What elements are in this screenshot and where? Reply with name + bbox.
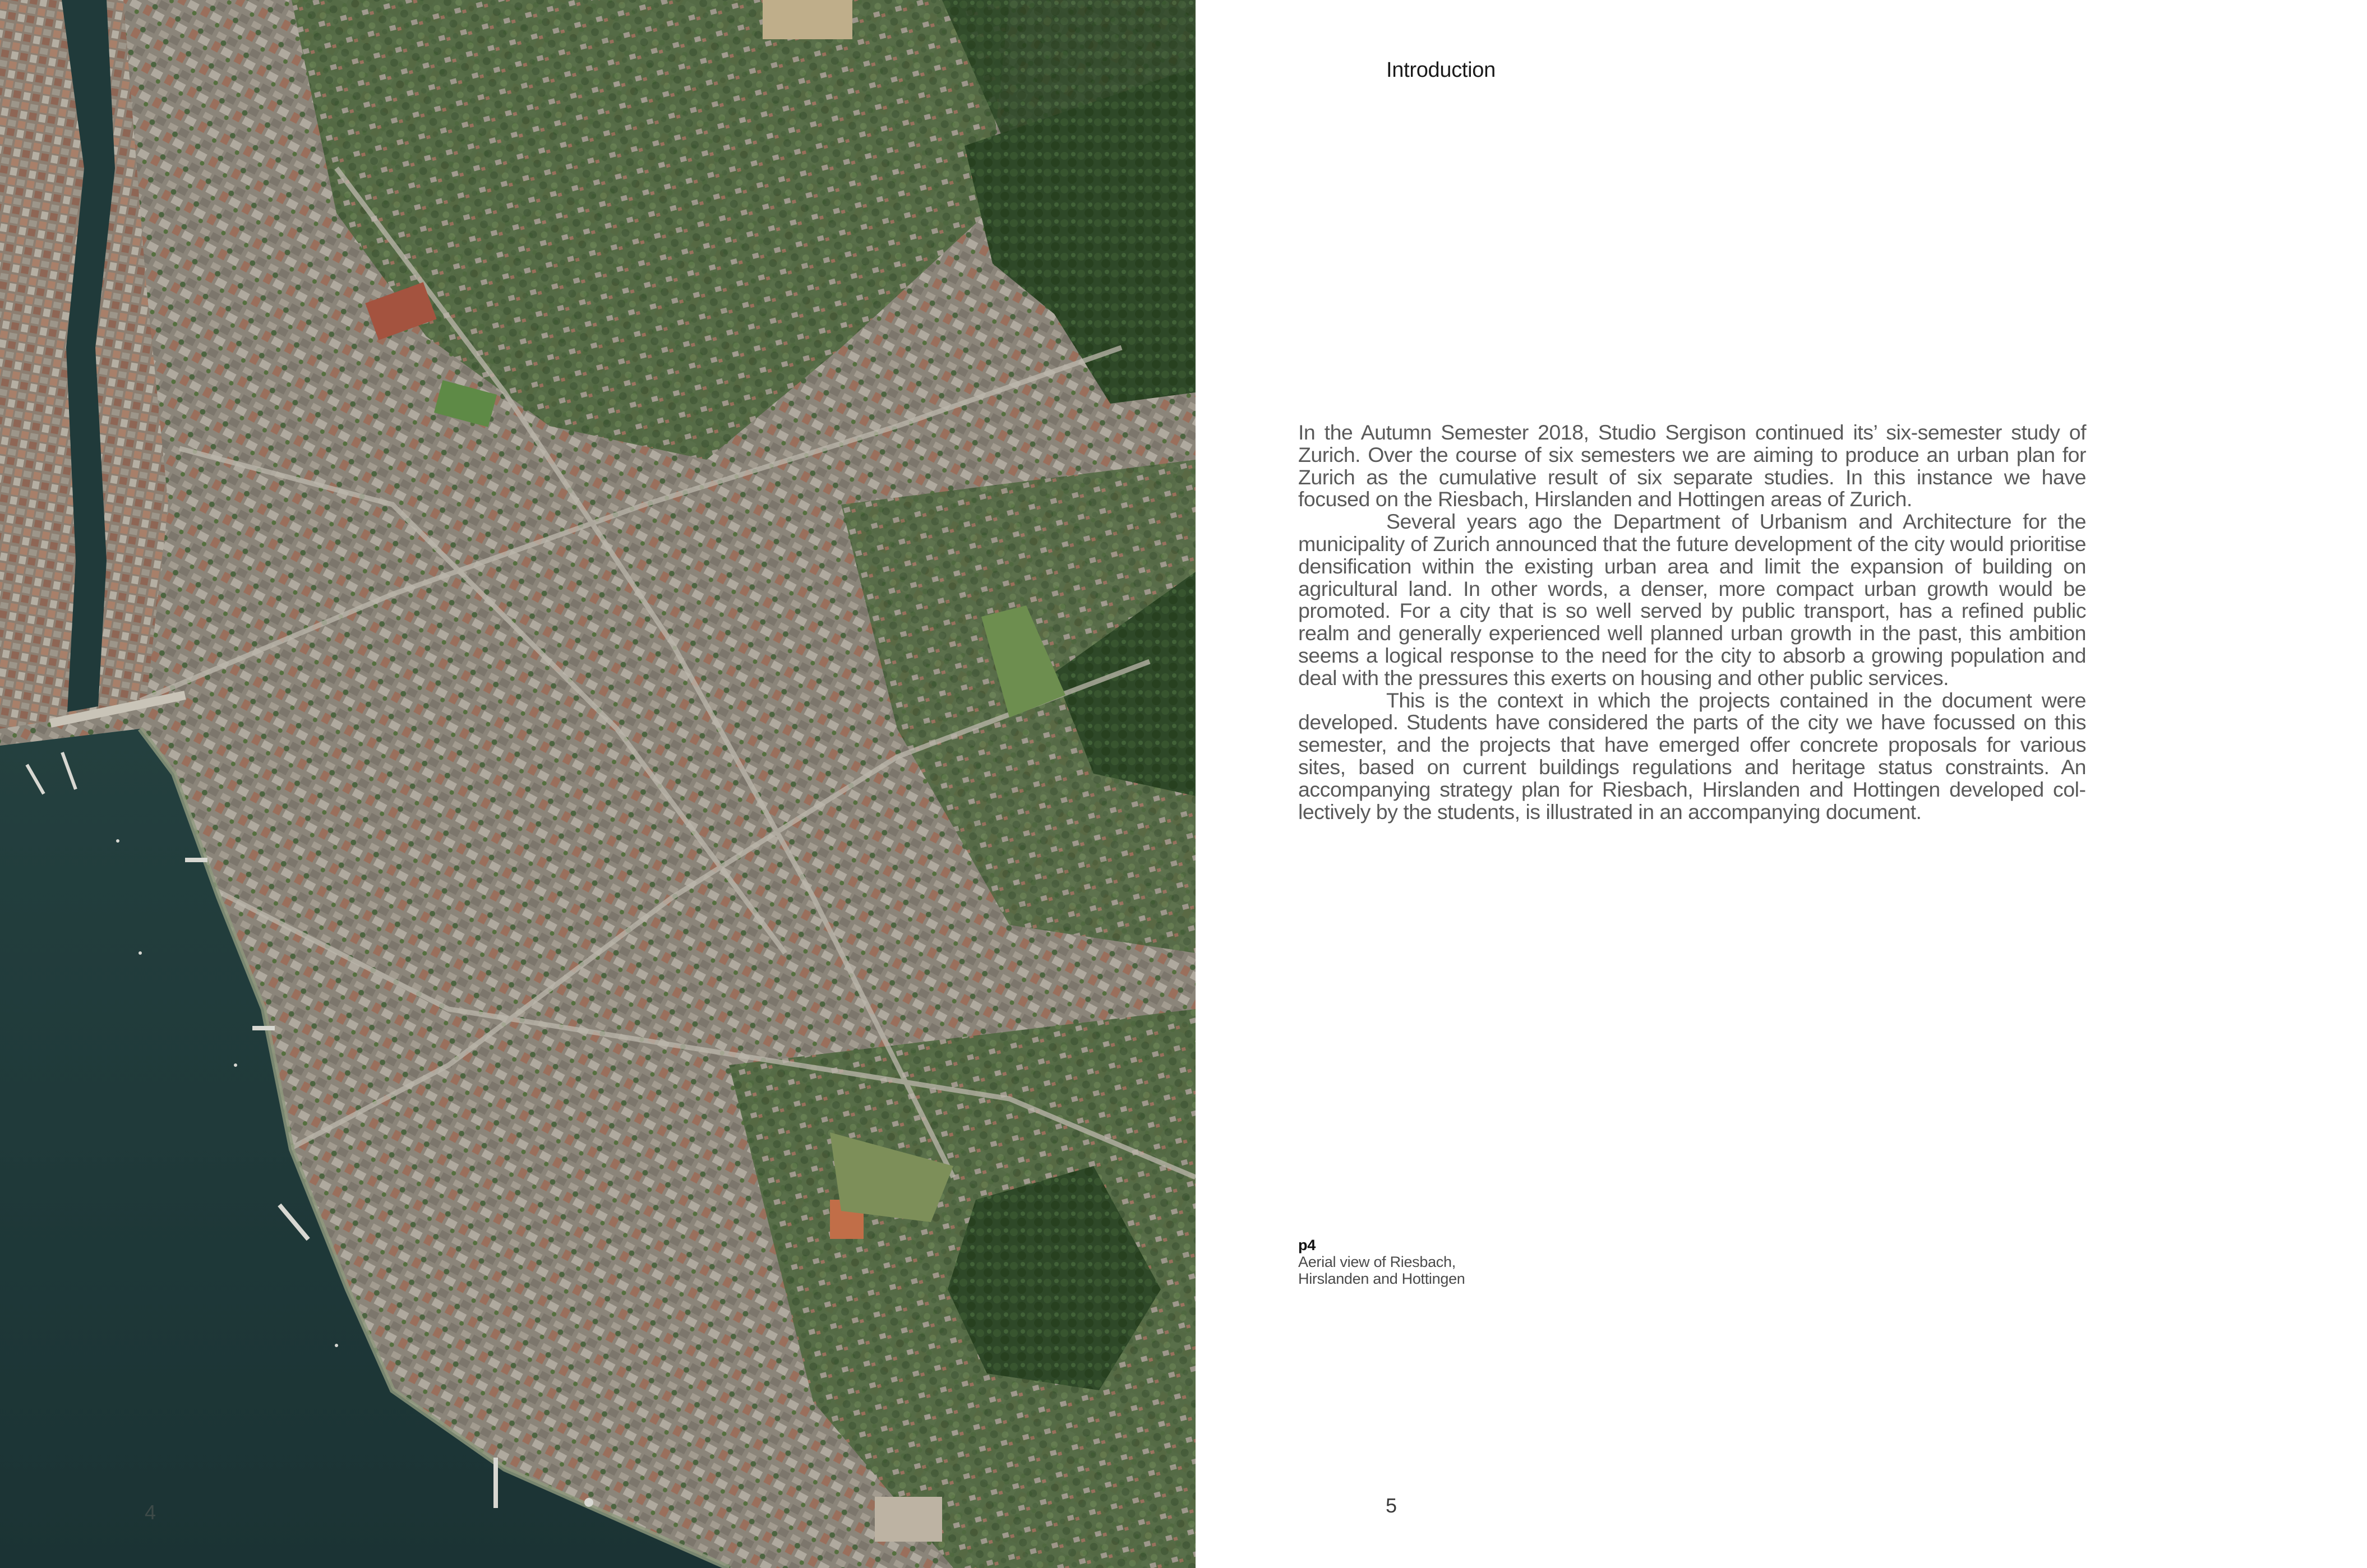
caption-line-2: Hirslanden and Hottingen	[1298, 1270, 1465, 1287]
body-text	[1298, 422, 2086, 823]
left-page-number: 4	[145, 1501, 156, 1524]
paragraph-1: In the Autumn Semester 2018, Studio Sergison continued its’ six-semester study of Zurich. Over the course of six semesters we are aiming to produce an urban plan for Zurich as the cumulative result of six separate studies. In this instance we have focused on the Riesbach, Hirslanden and Hottingen areas of Zurich.	[1298, 420, 2086, 511]
paragraph-2: Several years ago the Department of Urbanism and Architecture for the municipality of Zurich announced that the future development of the city would prioritise densification within the existing urban area and limit the expansion of building on agricultural land. In other words, a denser, more compact urban growth would be promoted. For a city that is so well served by public transport, has a refined public realm and generally experienced well planned urban growth in the past, this ambition seems a logical response to the need for the city to absorb a growing population and deal with the pressures this exerts on housing and other public services.	[1298, 510, 2086, 690]
figure-caption	[1298, 1237, 1465, 1287]
section-title: Introduction	[1386, 58, 1496, 82]
right-page-number: 5	[1386, 1494, 1397, 1517]
paragraph-3: This is the context in which the projects contained in the document were developed. Students have considered the parts of the city we have focussed on this semester, and the projects that have emerged offer concrete proposals for various sites, based on current buildings regulations and heritage status constraints. An accompanying strategy plan for Riesbach, Hirslanden and Hottingen developed collectively by the students, is illustrated in an accompanying document.	[1298, 688, 2086, 824]
caption-id: p4	[1298, 1237, 1316, 1254]
caption-line-1: Aerial view of Riesbach,	[1298, 1254, 1456, 1270]
right-page	[1196, 0, 2367, 1568]
